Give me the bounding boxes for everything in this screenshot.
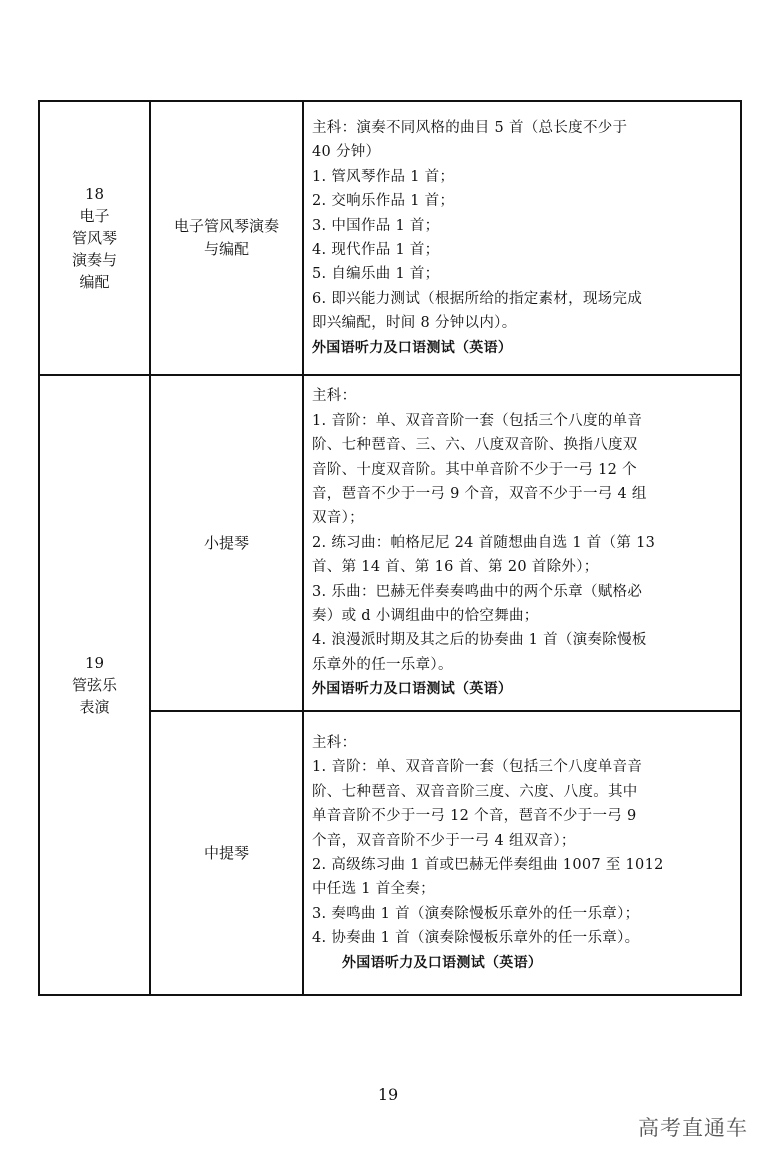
category-name-line: 管弦乐 [71, 676, 117, 694]
requirement-line: 2. 交响乐作品 1 首； [312, 193, 455, 210]
category-cell [39, 101, 150, 375]
language-test-line: 外国语听力及口语测试（英语） [342, 954, 543, 971]
requirement-line: 6. 即兴能力测试（根据所给的指定素材，现场完成 [312, 290, 643, 307]
requirement-line: 奏）或 d 小调组曲中的恰空舞曲； [312, 608, 539, 625]
requirement-line: 3. 中国作品 1 首； [312, 217, 440, 234]
language-test-line: 外国语听力及口语测试（英语） [312, 681, 513, 698]
requirement-line: 2. 练习曲：帕格尼尼 24 首随想曲自选 1 首（第 13 [312, 534, 656, 551]
requirement-line: 3. 奏鸣曲 1 首（演奏除慢板乐章外的任一乐章）； [312, 905, 640, 922]
category-number: 18 [84, 185, 105, 203]
requirement-line: 双音）； [312, 510, 364, 527]
major-cell [150, 711, 303, 995]
page-number: 19 [377, 1085, 399, 1104]
language-test-line: 外国语听力及口语测试（英语） [312, 339, 513, 356]
requirement-line: 中任选 1 首全奏； [312, 881, 435, 898]
requirement-line: 音，琶音不少于一弓 9 个音，双音不少于一弓 4 组 [312, 485, 647, 502]
requirement-line: 1. 管风琴作品 1 首； [312, 168, 455, 185]
category-name-line: 编配 [79, 273, 110, 291]
category-name-line: 电子 [79, 207, 110, 225]
requirement-line: 1. 音阶：单、双音音阶一套（包括三个八度的单音 [312, 412, 643, 429]
requirement-line: 1. 音阶：单、双音音阶一套（包括三个八度单音音 [312, 759, 643, 776]
major-cell [150, 375, 303, 711]
major-name: 中提琴 [203, 843, 249, 862]
requirement-line: 乐章外的任一乐章）。 [312, 656, 453, 673]
requirement-line: 4. 协奏曲 1 首（演奏除慢板乐章外的任一乐章）。 [312, 930, 640, 947]
requirement-line: 即兴编配，时间 8 分钟以内）。 [312, 315, 517, 332]
category-name-line: 演奏与 [71, 251, 117, 269]
requirement-line: 主科： [312, 388, 357, 405]
major-name-line: 电子管风琴演奏 [173, 217, 279, 235]
requirement-line: 主科： [312, 734, 357, 751]
major-name-line: 与编配 [203, 240, 249, 258]
requirements-cell [303, 711, 741, 995]
table-row [39, 375, 741, 711]
requirement-line: 阶、七种琶音、三、六、八度双音阶、换指八度双 [312, 437, 638, 454]
requirement-line: 个音，双音音阶不少于一弓 4 组双音）； [312, 832, 576, 849]
requirement-line: 阶、七种琶音、双音音阶三度、六度、八度。其中 [312, 783, 638, 800]
requirement-line: 单音音阶不少于一弓 12 个音，琶音不少于一弓 9 [312, 808, 637, 825]
requirement-line: 音阶、十度双音阶。其中单音阶不少于一弓 12 个 [312, 461, 637, 478]
table-row [39, 101, 741, 375]
requirement-line: 40 分钟） [312, 144, 381, 161]
category-name-line: 表演 [79, 698, 110, 716]
requirement-line: 3. 乐曲：巴赫无伴奏奏鸣曲中的两个乐章（赋格必 [312, 583, 643, 600]
requirements-cell [303, 375, 741, 711]
requirement-line: 5. 自编乐曲 1 首； [312, 266, 440, 283]
requirements-cell [303, 101, 741, 375]
exam-requirements-table [38, 100, 742, 996]
major-name: 小提琴 [203, 533, 249, 552]
requirement-line: 4. 浪漫派时期及其之后的协奏曲 1 首（演奏除慢板 [312, 632, 647, 649]
category-name-line: 管风琴 [71, 229, 117, 247]
major-cell [150, 101, 303, 375]
requirement-line: 2. 高级练习曲 1 首或巴赫无伴奏组曲 1007 至 1012 [312, 857, 664, 873]
requirement-line: 首、第 14 首、第 16 首、第 20 首除外）； [312, 559, 599, 576]
category-cell [39, 375, 150, 995]
watermark-logo: 高考直通车 [638, 1116, 748, 1140]
category-number: 19 [84, 654, 105, 672]
requirement-line: 4. 现代作品 1 首； [312, 242, 440, 258]
requirement-line: 主科：演奏不同风格的曲目 5 首（总长度不少于 [312, 119, 628, 136]
